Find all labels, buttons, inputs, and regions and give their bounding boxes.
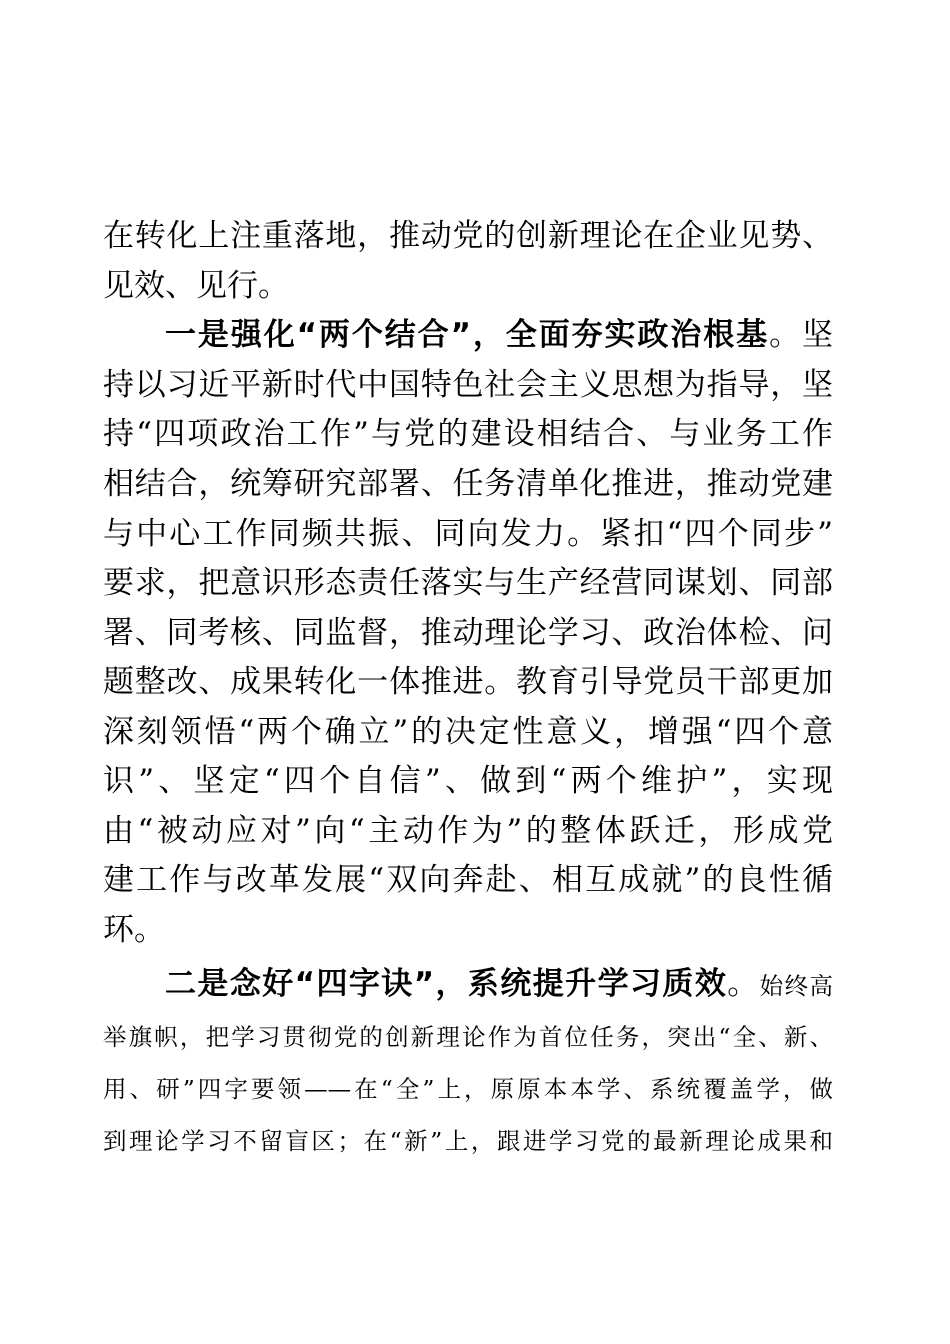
text-fragment: 。 bbox=[727, 966, 760, 1002]
text-line-content: 举旗帜，把学习贯彻党的创新理论作为首位任务，突出“全、新、 bbox=[103, 1023, 833, 1051]
paragraph-heading-line bbox=[165, 317, 833, 353]
text-fragment: 始终高 bbox=[759, 972, 834, 1000]
paragraph-heading: 二是念好“四字诀”，系统提升学习质效 bbox=[165, 966, 728, 1002]
text-line bbox=[103, 416, 833, 452]
text-line bbox=[103, 516, 833, 552]
text-line bbox=[103, 367, 833, 403]
text-line bbox=[103, 664, 833, 700]
text-line bbox=[103, 813, 833, 849]
text-line-content: 见效、见行。 bbox=[103, 268, 289, 304]
text-line-content: 用、研”四字要领——在“全”上，原原本本学、系统覆盖学，做 bbox=[103, 1075, 833, 1103]
text-line bbox=[103, 1126, 833, 1156]
paragraph-heading-wrap bbox=[165, 317, 833, 353]
text-line-content: 深刻领悟“两个确立”的决定性意义，增强“四个意 bbox=[103, 714, 833, 750]
text-line bbox=[103, 615, 833, 651]
text-line-content: 持以习近平新时代中国特色社会主义思想为指导，坚 bbox=[103, 367, 833, 403]
paragraph-heading-wrap bbox=[165, 966, 833, 1004]
text-fragment: 。坚 bbox=[769, 317, 834, 353]
text-line-content: 署、同考核、同监督，推动理论学习、政治体检、问 bbox=[103, 615, 833, 651]
text-line bbox=[103, 763, 833, 799]
text-line bbox=[103, 714, 833, 750]
text-line-content: 要求，把意识形态责任落实与生产经营同谋划、同部 bbox=[103, 565, 833, 601]
text-line-content: 相结合，统筹研究部署、任务清单化推进，推动党建 bbox=[103, 466, 833, 502]
text-line bbox=[103, 565, 833, 601]
text-line-content: 由“被动应对”向“主动作为”的整体跃迁，形成党 bbox=[103, 813, 833, 849]
text-line-content: 题整改、成果转化一体推进。教育引导党员干部更加 bbox=[103, 664, 833, 700]
text-line bbox=[103, 466, 833, 502]
text-line-content: 环。 bbox=[103, 912, 165, 948]
text-line bbox=[103, 1074, 833, 1104]
text-line bbox=[103, 268, 289, 304]
paragraph-heading: 一是强化“两个结合”，全面夯实政治根基 bbox=[165, 317, 770, 353]
text-line-content: 与中心工作同频共振、同向发力。紧扣“四个同步” bbox=[103, 516, 833, 552]
text-line-content: 到理论学习不留盲区；在“新”上，跟进学习党的最新理论成果和 bbox=[103, 1127, 833, 1155]
paragraph-heading-line bbox=[165, 966, 833, 1002]
text-line bbox=[103, 218, 833, 254]
text-line-content: 在转化上注重落地，推动党的创新理论在企业见势、 bbox=[103, 218, 833, 254]
text-line bbox=[103, 1022, 833, 1052]
text-line bbox=[103, 862, 833, 898]
text-line bbox=[103, 912, 165, 948]
text-line-content: 建工作与改革发展“双向奔赴、相互成就”的良性循 bbox=[103, 862, 833, 898]
text-line-content: 持“四项政治工作”与党的建设相结合、与业务工作 bbox=[103, 416, 833, 452]
text-line-content: 识”、坚定“四个自信”、做到“两个维护”，实现 bbox=[103, 763, 833, 799]
